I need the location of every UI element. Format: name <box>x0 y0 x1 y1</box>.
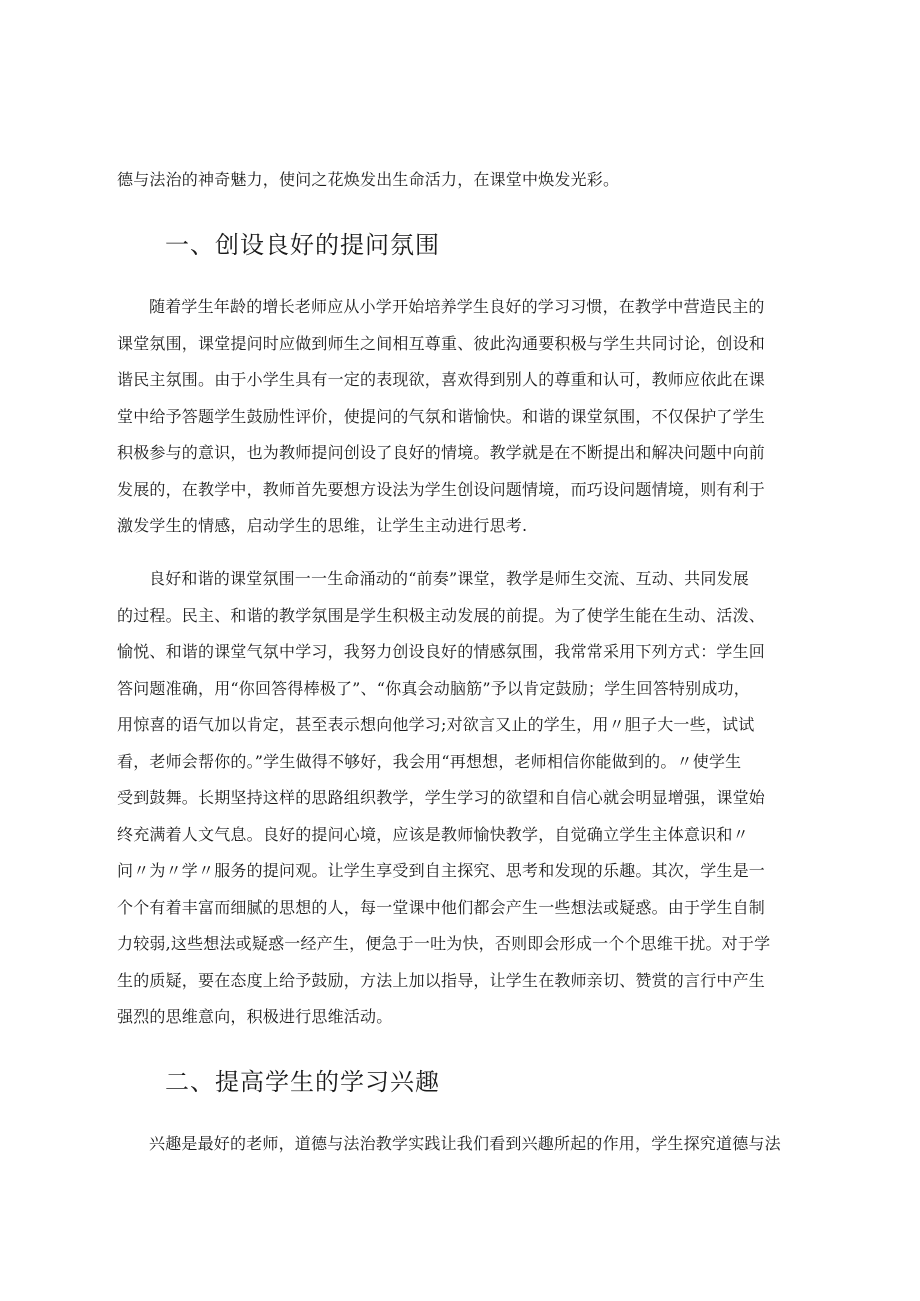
paragraph-line: 谐民主氛围。由于小学生具有一定的表现欲，喜欢得到别人的尊重和认可，教师应依此在课 <box>117 370 766 389</box>
opening-line: 德与法治的神奇魅力，使问之花焕发出生命活力，在课堂中焕发光彩。 <box>117 170 620 189</box>
paragraph-line: 积极参与的意识，也为教师提问创设了良好的情境。教学就是在不断提出和解决问题中向前 <box>117 443 766 462</box>
paragraph-line: 生的质疑，要在态度上给予鼓励，方法上加以指导，让学生在教师亲切、赞赏的言行中产生 <box>117 971 766 990</box>
paragraph-line: 看，老师会帮你的。”学生做得不够好，我会用“再想想，老师相信你能做到的。〃使学生 <box>117 752 742 771</box>
paragraph-line: 良好和谐的课堂氛围一一生命涌动的“前奏”课堂，教学是师生交流、互动、共同发展 <box>149 569 749 588</box>
paragraph-line: 力较弱,这些想法或疑惑一经产生，便急于一吐为快，否则即会形成一个个思维干扰。对于学 <box>117 934 771 953</box>
paragraph-line: 愉悦、和谐的课堂气氛中学习，我努力创设良好的情感氛围，我常常采用下列方式：学生回 <box>117 642 766 661</box>
paragraph-line: 强烈的思维意向，积极进行思维活动。 <box>117 1007 393 1026</box>
paragraph-line: 的过程。民主、和谐的教学氛围是学生积极主动发展的前提。为了使学生能在生动、活泼、 <box>117 606 766 625</box>
paragraph-line: 终充满着人文气息。良好的提问心境，应该是教师愉快教学，自觉确立学生主体意识和〃 <box>117 825 749 844</box>
paragraph-line: 受到鼓舞。长期坚持这样的思路组织教学，学生学习的欲望和自信心就会明显增强，课堂始 <box>117 788 766 807</box>
paragraph-line: 个个有着丰富而细腻的思想的人，每一堂课中他们都会产生一些想法或疑惑。由于学生自制 <box>117 898 766 917</box>
paragraph-line: 发展的，在教学中，教师首先要想方设法为学生创设问题情境，而巧设问题情境，则有利于 <box>117 480 766 499</box>
paragraph-line: 问〃为〃学〃服务的提问观。让学生享受到自主探究、思考和发现的乐趣。其次，学生是一 <box>117 861 766 880</box>
paragraph-line: 激发学生的情感，启动学生的思维，让学生主动进行思考. <box>117 516 528 535</box>
paragraph-line: 课堂氛围，课堂提问时应做到师生之间相互尊重、彼此沟通要积极与学生共同讨论，创设和 <box>117 334 766 353</box>
section-heading-1: 一、创设良好的提问氛围 <box>165 231 440 259</box>
paragraph-line: 兴趣是最好的老师，道德与法治教学实践让我们看到兴趣所起的作用，学生探究道德与法 <box>149 1134 781 1153</box>
section-heading-2: 二、提高学生的学习兴趣 <box>165 1068 440 1096</box>
paragraph-line: 用惊喜的语气加以肯定，甚至表示想向他学习;对欲言又止的学生，用〃胆子大一些，试试 <box>117 715 755 734</box>
paragraph-line: 随着学生年龄的增长老师应从小学开始培养学生良好的学习习惯，在教学中营造民主的 <box>149 297 765 316</box>
paragraph-line: 堂中给予答题学生鼓励性评价，使提问的气氛和谐愉快。和谐的课堂氛围，不仅保护了学生 <box>117 407 766 426</box>
paragraph-line: 答问题准确，用“你回答得棒极了”、“你真会动脑筋”予以肯定鼓励；学生回答特别成功， <box>117 679 750 698</box>
